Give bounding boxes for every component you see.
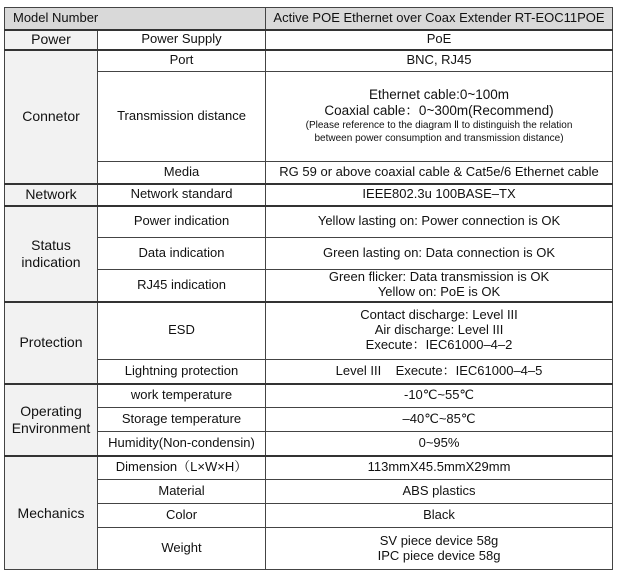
trans-note-1: (Please reference to the diagram Ⅱ to distinguish the relation: [305, 119, 573, 131]
data-indication-item: Data indication: [98, 238, 266, 270]
storage-temperature-item: Storage temperature: [98, 408, 266, 432]
environment-category-line-2: Environment: [11, 419, 91, 436]
rj45-indication-item: RJ45 indication: [98, 270, 266, 302]
rj45-value-line-2: Yellow on: PoE is OK: [377, 284, 501, 300]
lightning-item: Lightning protection: [98, 360, 266, 384]
lightning-value: Level III Execute：IEC61000–4–5: [266, 360, 613, 384]
esd-row: [5, 302, 613, 360]
connector-category: Connetor: [5, 50, 98, 184]
humidity-item: Humidity(Non-condensin): [98, 432, 266, 456]
power-indication-value: Yellow lasting on: Power connection is OK: [266, 206, 613, 238]
transmission-item: Transmission distance: [98, 72, 266, 162]
power-category: Power: [5, 30, 98, 50]
port-row: [5, 50, 613, 72]
network-standard-item: Network standard: [98, 184, 266, 206]
dimension-item: Dimension（L×W×H）: [98, 456, 266, 480]
trans-note-2: between power consumption and transmission distance): [314, 133, 564, 145]
model-value: Active POE Ethernet over Coax Extender RT-EOC11POE: [266, 8, 613, 30]
material-value: ABS plastics: [266, 480, 613, 504]
work-temperature-row: [5, 384, 613, 408]
rj45-indication-value: [266, 270, 613, 302]
power-indication-item: Power indication: [98, 206, 266, 238]
port-value: BNC, RJ45: [266, 50, 613, 72]
esd-value-line-3: Execute：IEC61000–4–2: [365, 337, 513, 353]
media-item: Media: [98, 162, 266, 184]
mechanics-category: Mechanics: [5, 456, 98, 570]
power-supply-value: PoE: [266, 30, 613, 50]
dimension-value: 113mmX45.5mmX29mm: [266, 456, 613, 480]
dimension-row: [5, 456, 613, 480]
power-row: [5, 30, 613, 50]
work-temperature-value: -10℃~55℃: [266, 384, 613, 408]
weight-value-line-1: SV piece device 58g: [379, 532, 499, 548]
data-indication-value: Green lasting on: Data connection is OK: [266, 238, 613, 270]
weight-value: [266, 528, 613, 570]
network-standard-value: IEEE802.3u 100BASE–TX: [266, 184, 613, 206]
work-temperature-item: work temperature: [98, 384, 266, 408]
protection-category: Protection: [5, 302, 98, 384]
transmission-value: [266, 72, 613, 162]
trans-line-2: Coaxial cable：0~300m(Recommend): [324, 103, 554, 118]
media-value: RG 59 or above coaxial cable & Cat5e/6 Ethernet cable: [266, 162, 613, 184]
weight-item: Weight: [98, 528, 266, 570]
network-category: Network: [5, 184, 98, 206]
spec-table: [4, 7, 613, 570]
rj45-value-line-1: Green flicker: Data transmission is OK: [328, 269, 550, 285]
material-item: Material: [98, 480, 266, 504]
esd-value-line-1: Contact discharge: Level III: [360, 307, 518, 323]
network-row: [5, 184, 613, 206]
environment-category-line-1: Operating: [20, 403, 82, 420]
trans-line-1: Ethernet cable:0~100m: [369, 87, 509, 103]
humidity-value: 0~95%: [266, 432, 613, 456]
port-item: Port: [98, 50, 266, 72]
environment-category: [5, 384, 98, 456]
weight-value-line-2: IPC piece device 58g: [377, 547, 501, 563]
esd-value: [266, 302, 613, 360]
status-category-line-1: Status: [31, 237, 71, 254]
status-category: [5, 206, 98, 302]
storage-temperature-value: –40℃~85℃: [266, 408, 613, 432]
status-category-line-2: indication: [21, 253, 81, 270]
power-supply-item: Power Supply: [98, 30, 266, 50]
color-value: Black: [266, 504, 613, 528]
color-item: Color: [98, 504, 266, 528]
esd-value-line-2: Air discharge: Level III: [374, 322, 504, 338]
power-indication-row: [5, 206, 613, 238]
header-row: [5, 8, 613, 30]
esd-item: ESD: [98, 302, 266, 360]
model-label: Model Number: [5, 8, 266, 30]
